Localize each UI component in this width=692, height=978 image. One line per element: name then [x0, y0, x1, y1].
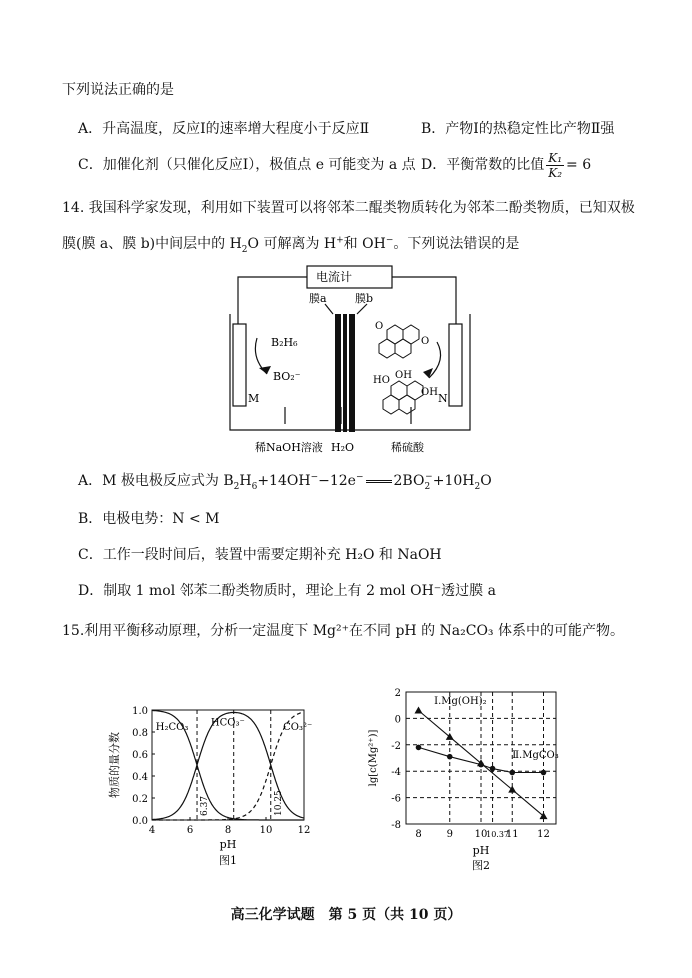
q14-a-p4: −12e	[318, 473, 356, 489]
data-point-circle	[541, 770, 547, 776]
x-tick-label: 10.37	[486, 830, 510, 839]
q14-stem-line2: 膜(膜 a、膜 b)中间层中的 $H_2O$ 可解离为 H+和 OH−。下列说法错误的是	[62, 235, 520, 255]
meter-label: 电流计	[316, 270, 353, 284]
data-point-circle	[416, 745, 422, 751]
q14-option-a: A．M 极电极反应式为 $B_2H_6+14OH^--12e^-$ $2BO_2^-+10H_2O$	[78, 472, 492, 492]
q13-option-a: A．升高温度，反应Ⅰ的速率增大程度小于反应Ⅱ	[78, 121, 370, 137]
q14-a-p5: 2BO	[393, 473, 425, 489]
page-footer: 高三化学试题 第 5 页（共 10 页）	[230, 907, 462, 923]
y-tick-label: 0.2	[132, 794, 148, 805]
series-label: HCO₃⁻	[210, 717, 245, 729]
q14-stem-line1: 14. 我国科学家发现，利用如下装置可以将邻苯二醌类物质转化为邻苯二酚类物质，已知双极	[62, 200, 635, 216]
membrane-b	[349, 314, 355, 432]
membrane-b-label: 膜b	[355, 292, 374, 305]
series-label: Ⅰ.Mg(OH)₂	[434, 695, 487, 707]
electrode-m-label: M	[248, 392, 260, 405]
y-tick-label: 0	[394, 714, 401, 726]
y-tick-label: 0.8	[132, 728, 148, 739]
data-point-circle	[490, 766, 496, 772]
figure-2-chart	[362, 680, 572, 880]
q14-stem-part-d: 。下列说法错误的是	[393, 236, 520, 252]
y-tick-label: -2	[391, 740, 401, 752]
q13-option-d-prefix: D．平衡常数的比值	[421, 157, 545, 173]
series-label: Ⅱ.MgCO₃	[512, 750, 559, 761]
series-label: CO₃²⁻	[283, 721, 313, 733]
y-tick-label: -6	[391, 793, 401, 805]
y-tick-label: 0.6	[132, 750, 148, 761]
y-axis-label: lg[c(Mg²⁺)]	[368, 729, 379, 787]
figure-1-chart	[100, 696, 330, 876]
electrode-m	[233, 324, 246, 406]
q14-a-p1: A．M 极电极反应式为 B	[78, 473, 234, 489]
x-tick-label: 6	[186, 825, 194, 836]
x-tick-label: 12	[297, 825, 311, 836]
k1: K₁	[548, 150, 563, 165]
oh-label-1: OH	[395, 370, 412, 381]
electrode-n	[449, 324, 462, 406]
figure-caption: 图1	[219, 854, 237, 867]
q13-option-d-suffix: = 6	[566, 157, 592, 173]
x-tick-label: 12	[537, 829, 550, 840]
q13-option-c: C．加催化剂（只催化反应Ⅰ），极值点 e 可能变为 a 点	[78, 157, 416, 173]
oh-label-2: OH	[421, 387, 438, 398]
y-tick-label: 0.0	[132, 816, 148, 827]
k-ratio-fraction	[546, 151, 564, 180]
series-label: H₂CO₃	[155, 721, 189, 733]
quinone-molecule	[379, 325, 419, 358]
x-tick-label: 9	[446, 829, 453, 840]
data-point-circle	[509, 770, 515, 776]
q14-option-b: B．电极电势：N < M	[78, 511, 220, 527]
bo2-label: BO₂⁻	[273, 370, 301, 383]
data-point-circle	[478, 762, 484, 768]
y-tick-label: 2	[394, 688, 401, 699]
data-point-circle	[447, 754, 453, 760]
q13-option-d	[421, 150, 591, 180]
reference-line-label: 10.25	[273, 790, 284, 816]
membrane-a	[335, 314, 341, 432]
right-solution-label: 稀硫酸	[391, 441, 424, 454]
q14-a-p7: O	[480, 473, 492, 489]
q14-a-p3: +14OH	[257, 473, 311, 489]
q15-stem: 15.利用平衡移动原理，分析一定温度下 Mg²⁺在不同 pH 的 Na₂CO₃ 体系中的可能产物。	[62, 623, 624, 639]
q14-stem-part-b: O 可解离为 H	[247, 236, 337, 252]
q14-option-c: C．工作一段时间后，装置中需要定期补充 H₂O 和 NaOH	[78, 547, 442, 563]
q14-stem-part-a: 膜(膜 a、膜 b)中间层中的 H	[62, 236, 242, 252]
figure-caption: 图2	[472, 859, 490, 872]
y-tick-label: -4	[391, 767, 401, 779]
x-tick-label: 10	[259, 825, 273, 836]
equals-sign	[366, 480, 392, 483]
b2h6-label: B₂H₆	[271, 336, 298, 349]
q14-option-d: D．制取 1 mol 邻苯二酚类物质时，理论上有 2 mol OH⁻透过膜 a	[78, 583, 496, 599]
q13-option-b: B．产物Ⅰ的热稳定性比产物Ⅱ强	[421, 121, 615, 137]
y-tick-label: 1.0	[132, 706, 148, 717]
data-point-triangle	[415, 706, 423, 713]
o-label-1: O	[375, 321, 384, 332]
k2: K₂	[548, 165, 563, 180]
y-axis-label: 物质的量分数	[108, 732, 121, 798]
x-tick-label: 10	[474, 829, 488, 840]
x-tick-label: 8	[415, 829, 422, 840]
x-axis-label: pH	[472, 844, 490, 857]
x-tick-label: 4	[148, 825, 156, 836]
membrane-a-label: 膜a	[309, 292, 327, 305]
q14-a-p2: H	[239, 473, 252, 489]
q14-a-p6: +10H	[432, 473, 475, 489]
electrolysis-diagram	[225, 262, 475, 457]
x-tick-label: 11	[505, 829, 519, 840]
q14-stem-part-c: 和 OH	[343, 236, 386, 252]
middle-label: H₂O	[331, 441, 355, 454]
y-tick-label: -8	[391, 820, 401, 831]
x-axis-label: pH	[219, 838, 237, 851]
o-label-2: O	[421, 336, 430, 347]
ho-label: HO	[373, 375, 390, 386]
q13-stem: 下列说法正确的是	[62, 82, 174, 98]
electrode-n-label: N	[438, 392, 448, 405]
left-solution-label: 稀NaOH溶液	[255, 441, 323, 454]
reference-line-label: 6.37	[200, 795, 211, 816]
x-tick-label: 8	[224, 825, 232, 836]
y-tick-label: 0.4	[132, 772, 148, 783]
